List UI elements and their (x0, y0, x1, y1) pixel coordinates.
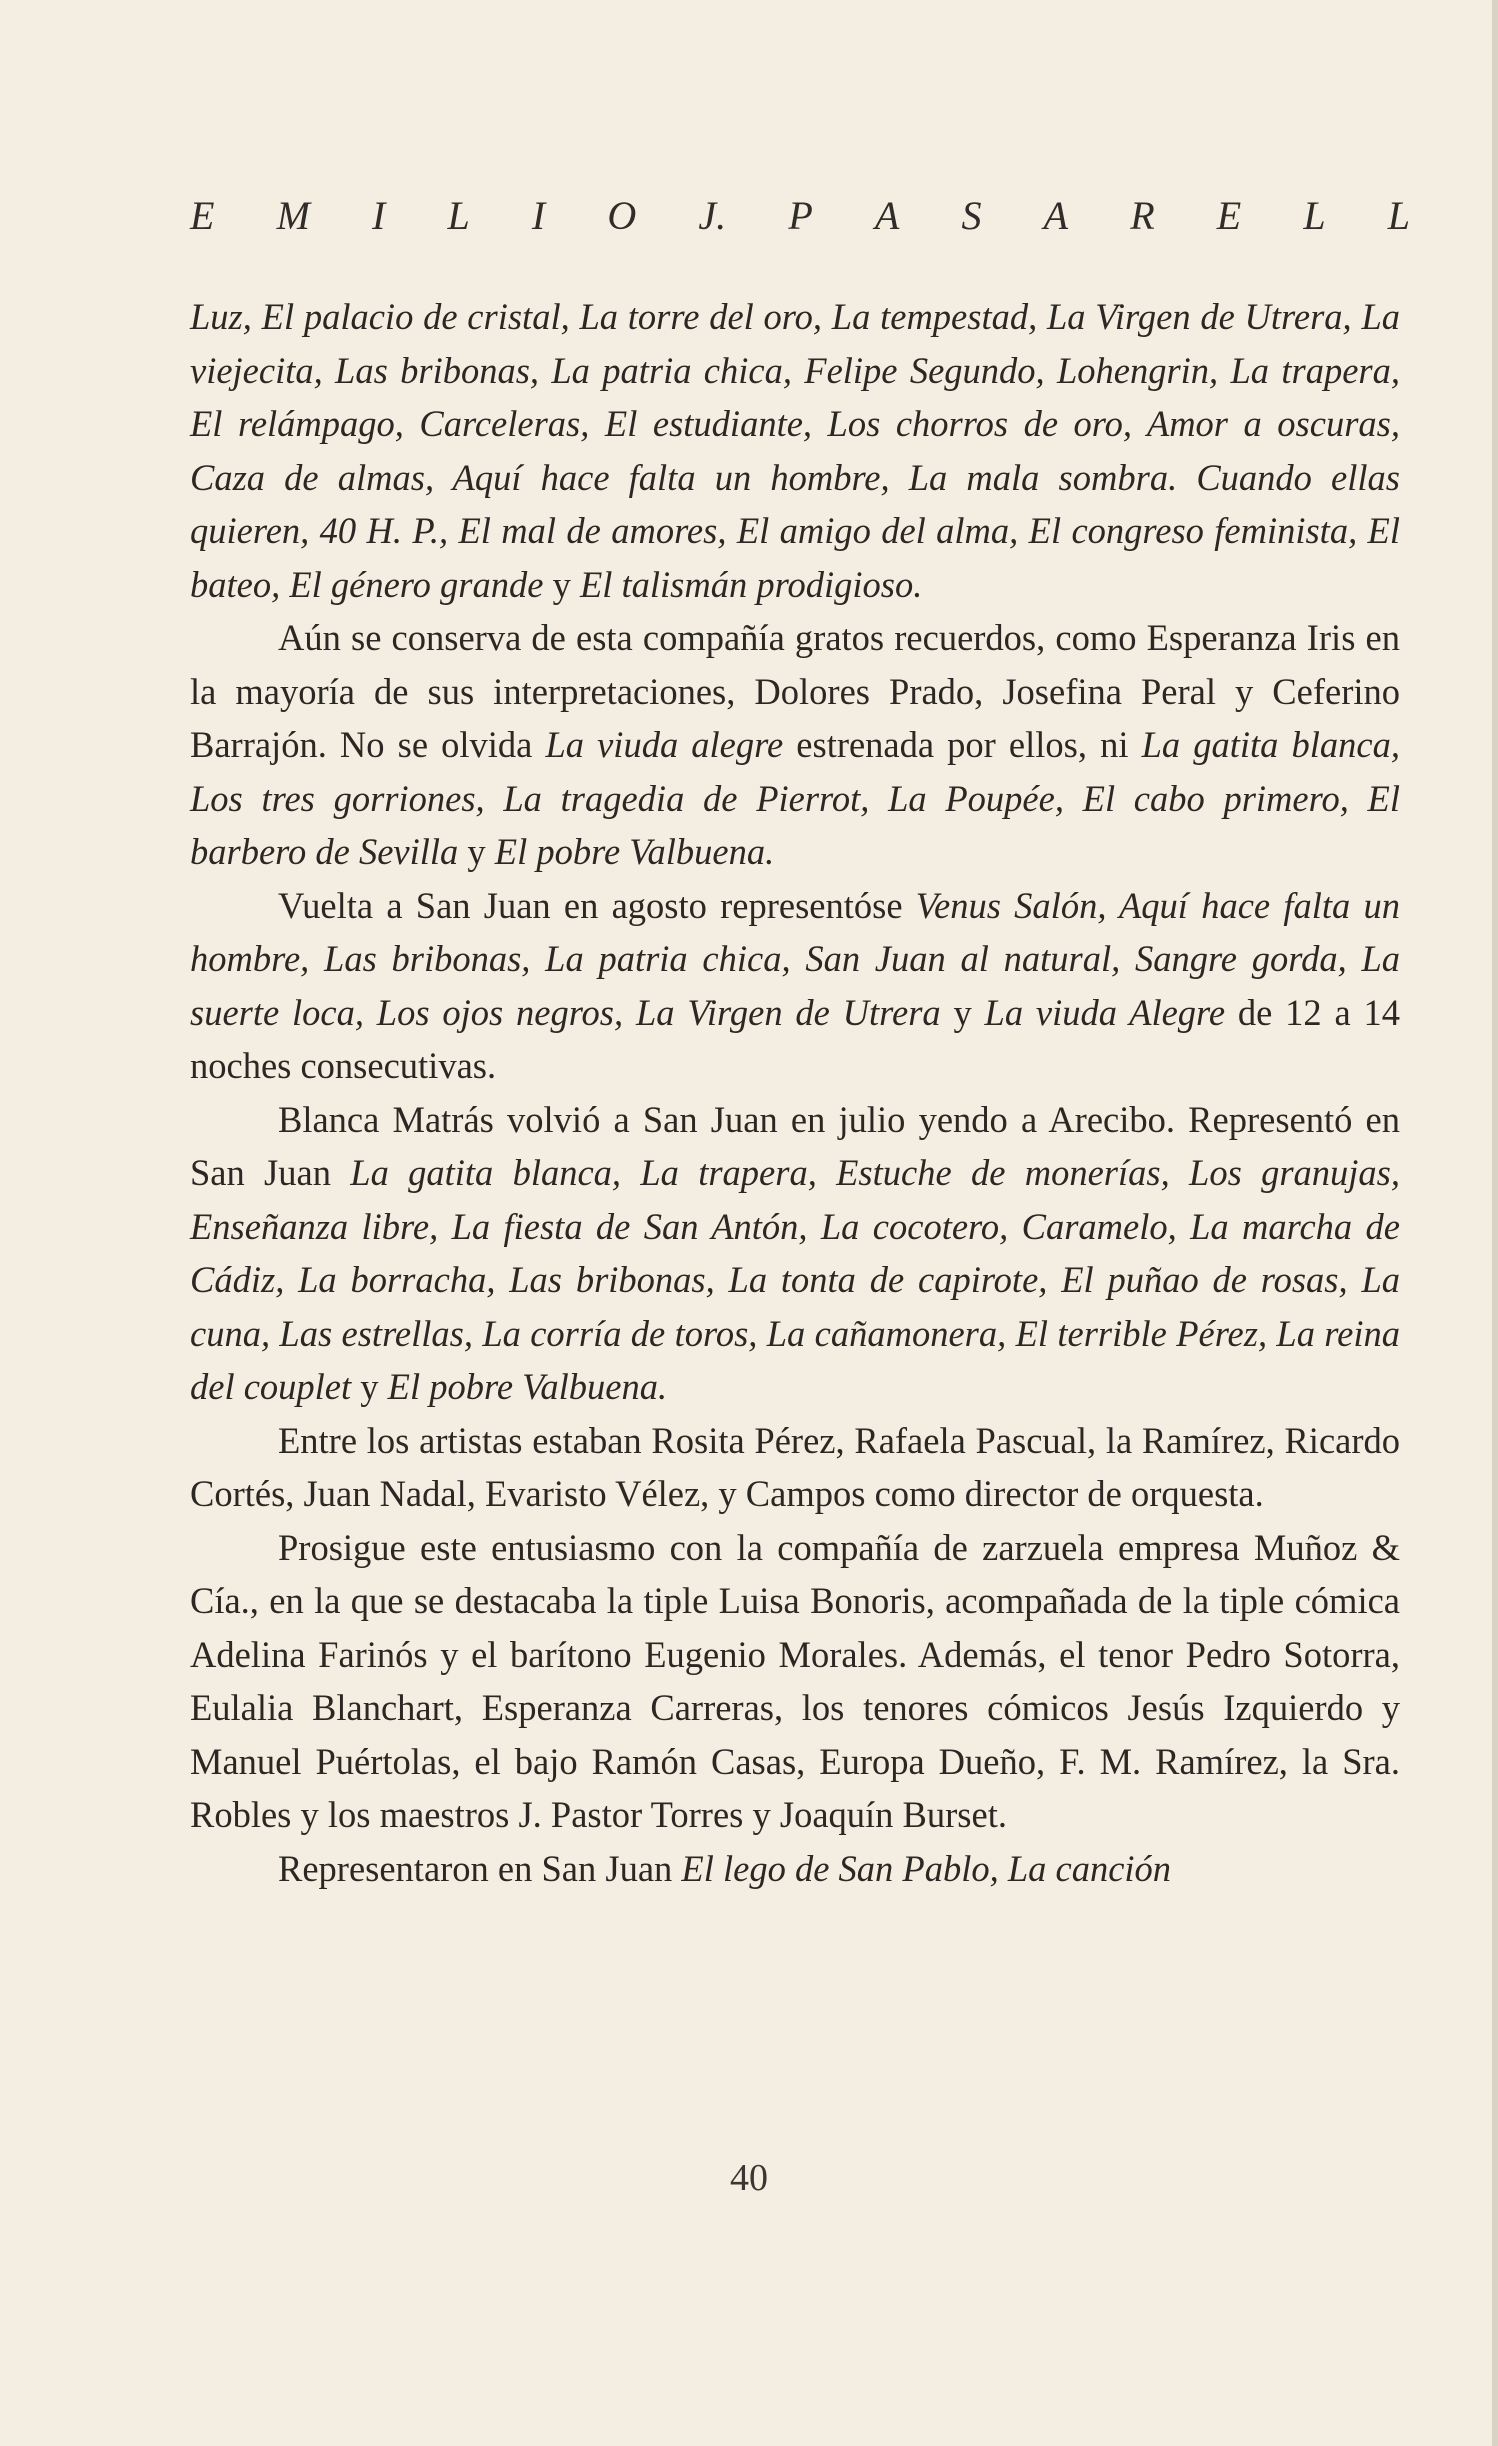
body-text-run: y (458, 831, 495, 872)
paragraph (190, 611, 1400, 879)
italic-title-text: El talismán prodigioso. (579, 563, 923, 605)
page-number: 40 (730, 2157, 768, 2199)
body-text-run: de 12 a 14 noches consecutivas. (190, 991, 1400, 1086)
header-letter: J. (698, 193, 727, 238)
body-text-run: Aún se conserva de esta compañía gratos recuerdos, como Esperanza Iris en la mayoría de sus interpretaciones, Dolores Prado, Josefina Peral y Ceferino Barrajón. No se olvida (190, 617, 1400, 765)
body-text (190, 290, 1400, 1895)
italic-title-text: El pobre Valbuena. (494, 831, 775, 872)
italic-title-text: La viuda alegre (545, 724, 784, 765)
italic-title-text: La gatita blanca, La trapera, Estuche de monerías, Los granujas, Enseñanza libre, La fiesta de San Antón, La cocotero, Caramelo, La marcha de Cádiz, La borracha, Las bribonas, La tonta de capirote, El puñao de rosas, La cuna, Las estrellas, La corría de toros, La cañamonera, El terrible Pérez, La reina del couplet (190, 1152, 1400, 1407)
italic-title-text: El pobre Valbuena. (387, 1366, 668, 1407)
body-text-run: estrenada por ellos, ni (783, 724, 1142, 765)
header-letter: P (788, 193, 813, 238)
header-letter: E (190, 193, 215, 238)
body-text-run: Prosigue este entusiasmo con la compañía de zarzuela empresa Muñoz & Cía., en la que se destacaba la tiple Luisa Bonoris, acompañada de la tiple cómica Adelina Farinós y el barítono Eugenio Morales. Además, el tenor Pedro Sotorra, Eulalia Blanchart, Esperanza Carreras, los tenores cómicos Jesús Izquierdo y Manuel Puértolas, el bajo Ramón Casas, Europa Dueño, F. M. Ramírez, la Sra. Robles y los maestros J. Pastor Torres y Joaquín Burset. (190, 1526, 1400, 1835)
body-text-run: y (351, 1366, 388, 1407)
paragraph (190, 1842, 1400, 1896)
running-header (190, 192, 1410, 239)
header-letter: M (276, 193, 310, 238)
header-letter: S (961, 193, 982, 238)
paragraph (190, 1093, 1400, 1414)
header-letter: R (1130, 193, 1155, 238)
header-letter: O (607, 193, 637, 238)
body-text-run: y (940, 991, 985, 1033)
header-letter: I (372, 193, 386, 238)
italic-title-text: La gatita blanca, Los tres gorriones, La tragedia de Pierrot, La Poupée, El cabo primero, El barbero de Sevilla (190, 724, 1400, 872)
paragraph (190, 1414, 1400, 1521)
paragraph (190, 1521, 1400, 1842)
italic-title-text: Luz, El palacio de cristal, La torre del oro, La tempestad, La Virgen de Utrera, La viejecita, Las bribonas, La patria chica, Felipe Segundo, Lohengrin, La trapera, El relámpago, Carceleras, El estudiante, Los chorros de oro, Amor a oscuras, Caza de almas, Aquí hace falta un hombre, La mala sombra. Cuando ellas quieren, 40 H. P., El mal de amores, El amigo del alma, El congreso feminista, El bateo, El género grande (190, 296, 1400, 605)
header-letter: L (1387, 193, 1410, 238)
body-text-run: Representaron en San Juan (278, 1847, 682, 1889)
header-letter: L (447, 193, 470, 238)
header-letter: L (1303, 193, 1326, 238)
italic-title-text: El lego de San Pablo, La canción (681, 1847, 1172, 1889)
paragraph (190, 290, 1400, 611)
body-text-run: y (543, 563, 580, 605)
header-letter: I (531, 193, 546, 238)
paragraph (190, 879, 1400, 1093)
body-text-run: Entre los artistas estaban Rosita Pérez, Rafaela Pascual, la Ramírez, Ricardo Cortés, Juan Nadal, Evaristo Vélez, y Campos como director de orquesta. (190, 1419, 1400, 1514)
header-letter: E (1216, 193, 1242, 238)
body-text-run: Blanca Matrás volvió a San Juan en julio yendo a Arecibo. Representó en San Juan (190, 1098, 1400, 1193)
italic-title-text: Venus Salón, Aquí hace falta un hombre, Las bribonas, La patria chica, San Juan al natural, Sangre gorda, La suerte loca, Los ojos negros, La Virgen de Utrera (190, 884, 1400, 1033)
italic-title-text: La viuda Alegre (984, 991, 1226, 1033)
page-edge-shadow (1492, 0, 1498, 2446)
header-letter: A (874, 193, 900, 238)
header-letter: A (1043, 193, 1069, 238)
body-text-run: Vuelta a San Juan en agosto representóse (278, 884, 916, 926)
